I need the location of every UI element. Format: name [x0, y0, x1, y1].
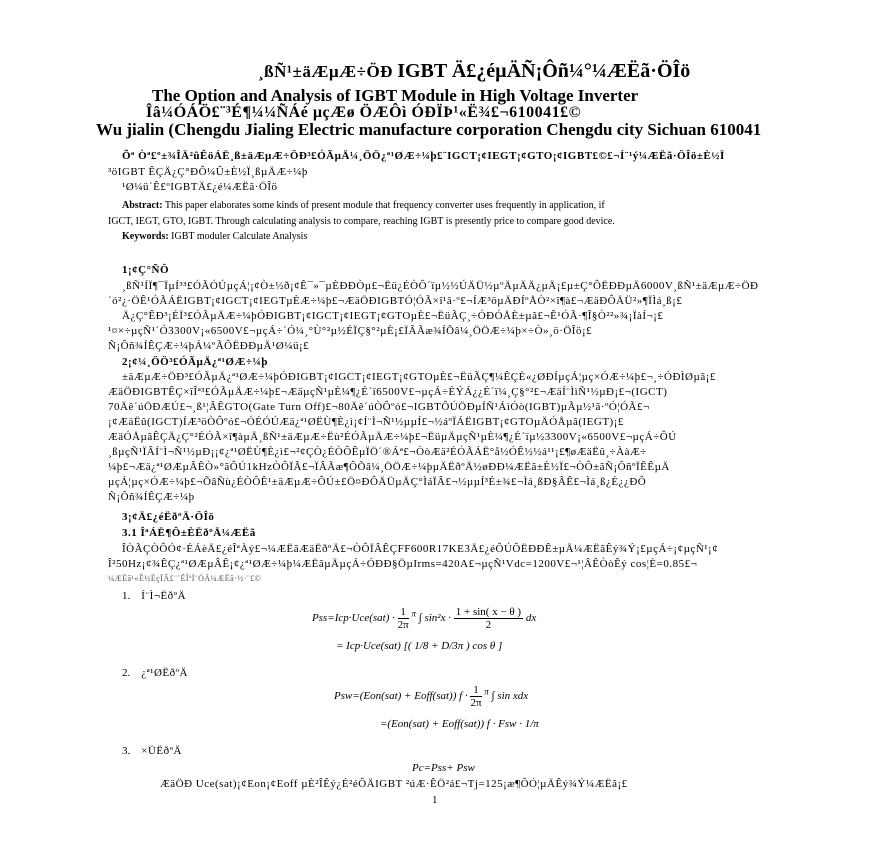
list-item-number: 2.: [122, 667, 131, 679]
keywords-en: [122, 231, 307, 242]
page-number: 1: [432, 794, 438, 806]
section2-line: ÆäÓÅµãÊÇÄ¿Ç°²ÉÓÃ×î¶àµÄ¸ßÑ¹±äÆµÆ÷Ëù²ÉÓÃµÄÆ÷¼þ£¬ËüµÄµçÑ¹µÈ¼¶¿É´ïµ½3300V¡«6500V£¬µçÁ÷ÔÚ: [108, 431, 677, 443]
section3-heading: 3¡¢Ä£¿éËðºÄ·ÖÎö: [122, 511, 215, 523]
list-item-label: ¿ª¹ØËðºÄ: [141, 667, 188, 679]
eq1-integral: ∫ sin²x ·: [418, 612, 451, 625]
abstract-en-line2: IGCT, IEGT, GTO, IGBT. Through calculating analysis to compare, reaching IGBT is presently price to compare good device.: [108, 216, 615, 227]
section1-line3: Ä¿Ç°ÊÐ³¡ÉÏ³£ÓÃµÄÆ÷¼þÓÐIGBT¡¢IGCT¡¢IEGT¡¢GTOµÈ£¬ËüÃÇ¸÷ÓÐÓÅÈ±µã£¬Ê¹ÓÃ·¶Î§Ò²²»¾¡ÏàÍ¬¡£: [122, 310, 664, 322]
eq2-integral: ∫ sin xdx: [491, 690, 529, 703]
section2-line: Ñ¡Ôñ¾ÍÊÇÆ÷¼þ: [108, 491, 195, 503]
equation-switching-loss-result: =(Eon(sat) + Eoff(sat)) f · Fsw · 1/π: [380, 718, 539, 730]
equation-switching-loss: [334, 684, 528, 709]
section2-line: 70Äê´úÖÐÆÚ£¬¸ß¹¦ÂÊGTO(Gate Turn Off)£¬80Äê´úÒÔºó£¬IGBTÔÚÖÐµÍÑ¹ÁìÓò(IGBT)µÃµ½¹ã·ºÓ¦ÓÃ£¬: [108, 401, 650, 413]
list-item-number: 1.: [122, 590, 131, 602]
keywords-label: Keywords:: [122, 231, 169, 242]
section1-line2: ´ó²¿·ÖÊ¹ÓÃÁËIGBT¡¢IGCT¡¢IEGTµÈÆ÷¼þ£¬ÆäÖÐIGBTÓ¦ÓÃ×î¹ã·º£¬ÍÆ³öµÄÐÍºÅÒ²×î¶à£¬ÆäÐÔÄÜ²»¶ÏÌá¸ß¡£: [108, 295, 683, 307]
section2-line: ¡¢ÆäËû(IGCT)ÍÆ³öÒÔºó£¬ÓÉÓÚÆä¿ª¹ØËÙ¶È¿ì¡¢Í¨Ì¬Ñ¹½µµÍ£¬½áºÏÁËIGBT¡¢GTOµÄÓÅµã(IEGT)¡£: [108, 416, 624, 428]
equation-conduction-loss-result: = Icp·Uce(sat) [( 1/8 + D/3π ) cos θ ]: [336, 640, 503, 652]
section2-line: ±äÆµÆ÷ÖÐ³£ÓÃµÄ¿ª¹ØÆ÷¼þÓÐIGBT¡¢IGCT¡¢IEGT¡¢GTOµÈ£¬ËüÃÇ¶¼ÊÇÈ«¿ØÐÍµçÁ¦µç×ÓÆ÷¼þ£¬¸÷ÓÐÌØµã¡£: [122, 371, 716, 383]
title-chinese: [258, 60, 690, 83]
title-cn-prefix: ¸ßÑ¹±äÆµÆ÷ÖÐ: [258, 62, 393, 81]
eq1-dx: dx: [525, 612, 537, 625]
section1-line5: Ñ¡Ôñ¾ÍÊÇÆ÷¼þÁ¼ºÃÔËÐÐµÄ¹Ø¼ü¡£: [108, 340, 310, 352]
eq2-int-upper: π: [484, 686, 489, 697]
section2-line: ¼þ£¬Æä¿ª¹ØÆµÂÊÒ»°ãÔÚ1kHzÒÔÏÂ£¬ÏÂÃæ¶ÔÕâ¼¸ÖÖÆ÷¼þµÄËðºÄ½øÐÐ¼ÆËã±È½Ï£¬ÒÔ±ãÑ¡ÔñºÏÊÊµÄ: [108, 461, 670, 473]
keywords-cn: ¹Ø¼ü´Ê£ºIGBTÄ£¿é¼ÆËã·ÖÎö: [122, 181, 278, 193]
section3-subheading: 3.1 ÎªÁË¶Ô±ÈËðºÄ¼ÆËã: [122, 527, 256, 539]
list-item-label: ×ÜËðºÄ: [141, 745, 182, 757]
list-item-2: [122, 667, 188, 679]
keywords-en-text: IGBT moduler Calculate Analysis: [171, 231, 308, 242]
eq1-int-upper: π: [411, 608, 416, 619]
eq2-frac: $\frac{1}{2\pi}$: [470, 684, 482, 709]
abstract-label: Abstract:: [122, 200, 163, 211]
list-item-number: 3.: [122, 745, 131, 757]
title-english: The Option and Analysis of IGBT Module in High Voltage Inverter: [152, 86, 639, 105]
equation-total-loss: Pc=Pss+ Psw: [412, 762, 475, 774]
section3-note: ¼ÆËã¹«Ê½ÈçÏÂ£¨´ËÎªÍ¨ÓÃ¼ÆËã·½·¨£©: [108, 574, 262, 583]
section1-line4: ¹¤×÷µçÑ¹´Ó3300V¡«6500V£¬µçÁ÷´Ó¼¸°Ù°²µ½ÉÏÇ§°²µÈ¡£ÏÂÃæ¾ÍÕâ¼¸ÖÖÆ÷¼þ×÷Ò»¸ö·ÖÎö¡£: [108, 325, 593, 337]
list-item-3: [122, 745, 182, 757]
abstract-en-text1: This paper elaborates some kinds of present module that frequency converter uses frequently in application, if: [164, 200, 605, 211]
eq2-lhs: Psw=(Eon(sat) + Eoff(sat)) f ·: [334, 690, 468, 703]
list-item-1: [122, 590, 186, 602]
section2-line: ¸ßµçÑ¹ÏÂÍ¨Ì¬Ñ¹½µÐ¡¡¢¿ª¹ØËÙ¶È¿ì£¬²¢ÇÒ¿ÉÒÔÊµÏÖ´®Áª£¬ÒòÆä²ÉÓÃÁË°å½ÓÊ½½á¹¹¡£¶øÆäËû¸÷ÀàÆ÷: [108, 446, 647, 458]
section2-heading: 2¡¢¼¸ÖÖ³£ÓÃµÄ¿ª¹ØÆ÷¼þ: [122, 356, 268, 368]
list-item-label: Í¨Ì¬ËðºÄ: [141, 590, 187, 602]
eq1-frac2: $\frac{1 + \sin( x - \theta )}{2}$: [455, 606, 522, 631]
equation-conduction-loss: [312, 606, 536, 631]
eq1-lhs: Pss=Icp·Uce(sat) ·: [312, 612, 395, 625]
section3-line1: ÎÒÃÇÒÔÓ¢·ÉÁèÄ£¿éÎªÀý£¬¼ÆËãÆäËðºÄ£¬ÒÔÏÂÊÇFF600R17KE3Ä£¿éÔÚÔËÐÐÊ±µÄ¼ÆËãÊý¾Ý¡£µçÁ÷¡¢µçÑ¹¡¢: [122, 543, 719, 555]
section2-line: µçÁ¦µç×ÓÆ÷¼þ£¬ÕâÑù¿ÉÒÔÊ¹±äÆµÆ÷ÔÚ±£Ö¤ÐÔÄÜµÄÇ°ÌáÏÂ£¬½µµÍ³É±¾£¬Ìá¸ßÐ§ÂÊ£¬Ìá¸ß¿É¿¿ÐÔ: [108, 476, 647, 488]
abstract-en-line1: [122, 200, 605, 211]
section1-line1: ¸ßÑ¹ÍÏ¶¯ÏµÍ³³£ÓÃÓÚµçÁ¦¡¢Ò±½ð¡¢Ê¯»¯µÈÐÐÒµ£¬Ëü¿ÉÒÔ´ïµ½½ÚÄÜ½µºÄµÄÄ¿µÄ¡£µ±Ç°ÔËÐÐµÄ6000V¸ßÑ¹±äÆµÆ÷ÖÐ: [122, 280, 759, 292]
equation-note: ÆäÖÐ Uce(sat)¡¢Eon¡¢Eoff µÈ²ÎÊý¿É²éÔÄIGBT ²úÆ·ÊÖ²á£¬Tj=125¡æ¶ÔÓ¦µÄÊý¾Ý¼ÆËã¡£: [160, 778, 628, 790]
abstract-cn-line2: ³öIGBT ÊÇÄ¿Ç°ÐÔ¼Û±È½Ï¸ßµÄÆ÷¼þ: [108, 166, 308, 178]
title-cn-main: IGBT Ä£¿éµÄÑ¡Ôñ¼°¼ÆËã·ÖÎö: [397, 60, 691, 82]
authors-line: Wu jialin (Chengdu Jialing Electric manufacture corporation Chengdu city Sichuan 610041: [96, 120, 762, 139]
eq1-frac: $\frac{1}{2\pi}$: [397, 606, 409, 631]
section1-heading: 1¡¢Ç°ÑÔ: [122, 264, 170, 276]
section3-line2: Î²50Hz¡¢¾ÊÇ¿ª¹ØÆµÂÊ¡¢¿ª¹ØÆ÷¼þ¼ÆËãµÄµçÁ÷ÓÐÐ§ÖµIrms=420A£¬µçÑ¹Vdc=1200V£¬¹¦ÂÊÒòÊý cos¦È=0.85£¬: [108, 558, 698, 570]
author-affiliation-cn: Îâ¼ÓÁÖ£¨³É¶¼¼ÑÁé µçÆø ÖÆÔì ÓÐÏÞ¹«Ë¾£¬610041£©: [146, 104, 582, 121]
section2-line: ÆäÖÐIGBTÊÇ×îÎª³£ÓÃµÄÆ÷¼þ£¬ÆäµçÑ¹µÈ¼¶¿É´ï6500V£¬µçÁ÷ÈÝÁ¿¿É´ï¼¸Ç§°²£¬ÆäÍ¨ÌìÑ¹½µÐ¡£¬(IGCT): [108, 386, 668, 398]
abstract-cn-line1: Õª Òª£º±¾ÎÄ²ûÊöÁË¸ß±äÆµÆ÷ÖÐ³£ÓÃµÄ¼¸ÖÖ¿ª¹ØÆ÷¼þ£¨IGCT¡¢IEGT¡¢GTO¡¢IGBT£©£¬Í¨¹ý¼ÆËã·ÖÎö±È½Ï: [122, 150, 725, 162]
